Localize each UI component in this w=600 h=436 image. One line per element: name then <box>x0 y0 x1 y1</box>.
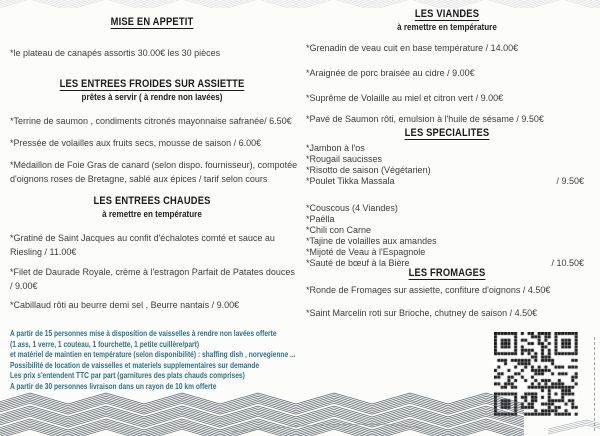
menu-item: *Grenadin de veau cuit en base température / 14.00€ <box>306 43 519 53</box>
section-title-entrees-chaudes: LES ENTREES CHAUDES <box>93 195 211 207</box>
section-subtitle: prêtes à servir ( à rendre non lavées) <box>81 92 223 103</box>
menu-item: *Pavé de Saumon rôti, emulsion à l'huile de sésame / 9.50€ <box>306 114 544 124</box>
footer-line: et matériel de maintien en température (selon disponibilité) : shaffing dish , norvegienne ... <box>10 349 296 360</box>
menu-item: *Filet de Daurade Royale, crème à l'estragon Parfait de Patates douces / 9.00€ <box>10 267 295 291</box>
footer-line: A partir de 30 personnes livraison dans un rayon de 10 km offerte <box>10 380 217 391</box>
menu-item: *Rougail saucisses <box>306 154 383 164</box>
section-title-specialites: LES SPECIALITES <box>404 127 490 139</box>
dotted-edge-mark <box>594 337 595 431</box>
group-price: / 10.50€ <box>551 258 584 268</box>
specialites-group-2 <box>306 203 584 269</box>
chevron-band <box>0 388 600 436</box>
menu-item: *Risotto de saison (Végétarien) <box>306 165 431 175</box>
menu-item: *Sauté de bœuf à la Bière <box>306 258 410 268</box>
section-title-viandes: LES VIANDES <box>414 8 480 20</box>
menu-item: *Chili con Carne <box>306 225 372 235</box>
menu-item: *Saint Marcelin roti sur Brioche, chutney de saison / 4.50€ <box>306 308 538 318</box>
menu-item: *Ronde de Fromages sur assiette, confiture d'oignons / 4.50€ <box>306 285 551 295</box>
menu-item: *Couscous (4 Viandes) <box>306 203 398 213</box>
footer-line: (1 ass, 1 verre, 1 couteau, 1 fourchette, 1 petite cuillère/part) <box>10 338 200 349</box>
menu-item: *Tajine de volailles aux amandes <box>306 236 437 246</box>
menu-item: *Terrine de saumon , condiments citronés mayonnaise safranée/ 6.50€ <box>10 116 292 126</box>
footer-line: Possibilité de location de vaisselles et materiels supplementaires sur demande <box>10 359 260 370</box>
menu-item: *Poulet Tikka Massala <box>306 176 395 186</box>
menu-item: *Araignée de porc braisée au cidre / 9.00€ <box>306 68 475 78</box>
menu-item: *Gratiné de Saint Jacques au confit d'échalotes comté et sauce au Riesling / 11.00€ <box>10 233 275 257</box>
section-title-entrees-froides: LES ENTREES FROIDES SUR ASSIETTE <box>59 78 245 90</box>
footer-line: Les prix s'entendent TTC par part (garnitures des plats chauds comprises) <box>10 370 245 381</box>
menu-item: *le plateau de canapés assortis 30.00€ les 30 pièces <box>10 48 221 58</box>
menu-item: *Cabillaud rôti au beurre demi sel , Beurre nantais / 9.00€ <box>10 300 240 310</box>
menu-item: *Pressée de volailles aux fruits secs, mousse de saison / 6.00€ <box>10 138 262 148</box>
group-price: / 9.50€ <box>556 176 584 186</box>
section-subtitle: à remettre en température <box>397 22 497 33</box>
section-subtitle: à remettre en température <box>102 209 202 220</box>
section-title-fromages: LES FROMAGES <box>408 267 486 279</box>
menu-item: *Paëlla <box>306 214 335 224</box>
menu-item: *Médaillon de Foie Gras de canard (selon dispo. fournisseur), compotée d'oignons roses de Bretagne, sablé aux épices / tarif selon cours <box>10 160 298 184</box>
menu-item: *Suprême de Volaille au miel et citron vert / 9.00€ <box>306 93 504 103</box>
menu-item: *Mijoté de Veau à l'Espagnole <box>306 247 426 257</box>
menu-item: *Jambon à l'os <box>306 143 365 153</box>
specialites-group-1 <box>306 143 584 187</box>
section-title-mise-en-appetit: MISE EN APPETIT <box>110 16 194 28</box>
footer-conditions <box>10 328 296 392</box>
footer-line: A partir de 15 personnes mise à disposition de vaisselles à rendre non lavées offerte <box>10 328 277 338</box>
